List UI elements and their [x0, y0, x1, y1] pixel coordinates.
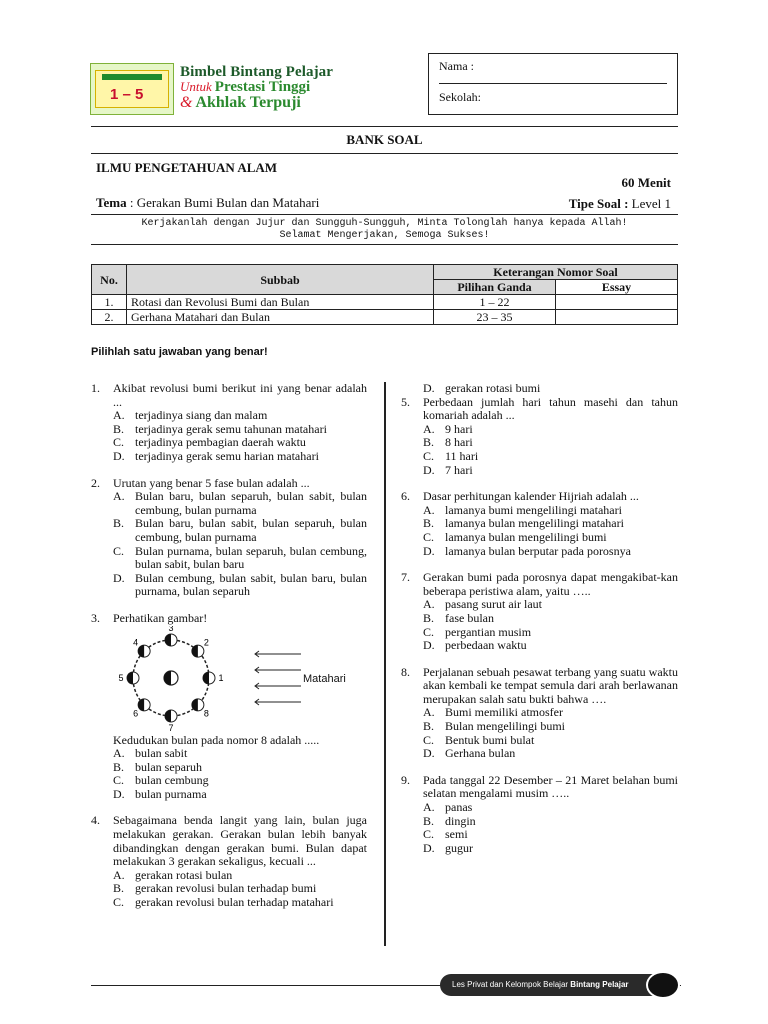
option-c[interactable] — [113, 774, 367, 788]
question-number: 9. — [401, 772, 410, 787]
tema — [96, 195, 319, 211]
option-text: gerakan rotasi bumi — [445, 381, 541, 395]
nama-label: Nama : — [439, 59, 474, 73]
option-text: gerakan revolusi bulan terhadap bumi — [135, 881, 317, 896]
table-row — [92, 295, 678, 310]
moon-shadow — [138, 698, 144, 710]
row-essay — [556, 295, 678, 310]
moon-shadow — [165, 710, 171, 722]
option-c[interactable] — [113, 896, 367, 910]
option-letter: C. — [423, 448, 435, 463]
option-b[interactable] — [423, 815, 678, 829]
option-a[interactable] — [423, 598, 678, 612]
instruction-line-2: Selamat Mengerjakan, Semoga Sukses! — [279, 230, 490, 241]
option-text: lamanya bulan mengelilingi matahari — [445, 516, 624, 531]
option-text: bulan sabit — [135, 746, 188, 761]
question-number: 5. — [401, 394, 410, 409]
moon-label: 4 — [133, 637, 139, 648]
question-text-after: Kedudukan bulan pada nomor 8 adalah ..... — [113, 732, 320, 747]
brand-untuk: Untuk — [180, 79, 212, 94]
question-number: 8. — [401, 664, 410, 679]
moon-label: 2 — [203, 637, 209, 648]
moon-shadow — [127, 672, 133, 684]
brand-slogan-2 — [180, 94, 301, 112]
option-letter: D. — [113, 786, 125, 801]
moon-label: 5 — [118, 672, 124, 683]
student-info-box — [428, 53, 678, 115]
option-b[interactable] — [423, 612, 678, 626]
option-text: gugur — [445, 840, 473, 855]
moon-label: 1 — [218, 672, 224, 683]
option-text: 11 hari — [445, 448, 479, 463]
question-number: 7. — [401, 570, 410, 585]
th-no: No. — [92, 265, 127, 295]
option-letter: A. — [423, 502, 435, 517]
option-d[interactable] — [423, 747, 678, 761]
option-d[interactable] — [423, 639, 678, 653]
logo-inner — [95, 70, 169, 108]
option-text: Bulan baru, bulan sabit, bulan separuh, bulan cembung, bulan purnama — [135, 516, 367, 544]
row-essay — [556, 310, 678, 325]
option-letter: C. — [113, 543, 125, 558]
question-8 — [401, 666, 678, 761]
moon-orbit-figure — [113, 626, 367, 734]
footer-brand: Bintang Pelajar — [570, 980, 629, 989]
option-letter: B. — [423, 719, 435, 734]
question-number: 4. — [91, 813, 100, 828]
th-subbab: Subbab — [127, 265, 434, 295]
divider — [91, 244, 678, 245]
option-text: fase bulan — [445, 610, 494, 625]
left-column — [91, 382, 367, 910]
page-title: BANK SOAL — [346, 132, 423, 147]
instructions — [91, 218, 678, 242]
option-letter: A. — [113, 867, 125, 882]
brand-akhlak: Akhlak Terpuji — [195, 94, 301, 111]
option-letter: D. — [423, 462, 435, 477]
option-a[interactable] — [113, 490, 367, 517]
th-pilihan-ganda: Pilihan Ganda — [434, 280, 556, 295]
option-letter: B. — [423, 813, 435, 828]
option-letter: D. — [423, 638, 435, 653]
question-text: Gerakan bumi pada porosnya dapat mengakibat-kan beberapa peristiwa alam, yaitu ….. — [423, 570, 678, 598]
question-number: 6. — [401, 489, 410, 504]
question-9 — [401, 774, 678, 856]
option-d[interactable] — [423, 842, 678, 856]
moon-shadow — [203, 672, 209, 684]
tema-value: : Gerakan Bumi Bulan dan Matahari — [126, 195, 320, 210]
logo — [90, 63, 174, 115]
column-divider — [384, 382, 386, 946]
moon-phase-diagram — [113, 626, 367, 734]
divider — [91, 126, 678, 127]
question-1 — [91, 382, 367, 464]
option-text: pasang surut air laut — [445, 597, 542, 612]
brand-name: Bimbel Bintang Pelajar — [180, 64, 334, 80]
divider — [91, 153, 678, 154]
right-column — [401, 382, 678, 855]
subbab-table — [91, 264, 678, 325]
tipe-label: Tipe Soal : — [568, 196, 629, 211]
duration: 60 Menit — [621, 175, 671, 190]
option-letter: C. — [423, 624, 435, 639]
option-text: Bentuk bumi bulat — [445, 732, 535, 747]
option-text: 9 hari — [445, 421, 473, 436]
option-text: lamanya bulan mengelilingi bumi — [445, 529, 607, 544]
option-c[interactable] — [423, 450, 678, 464]
moon-label: 7 — [168, 722, 174, 733]
option-letter: A. — [113, 408, 125, 423]
row-subbab: Gerhana Matahari dan Bulan — [127, 310, 434, 325]
question-number: 2. — [91, 475, 100, 490]
option-text: terjadinya siang dan malam — [135, 408, 268, 423]
instruction-line-1: Kerjakanlah dengan Jujur dan Sungguh-Sungguh, Minta Tolonglah hanya kepada Allah! — [141, 218, 628, 229]
option-text: 8 hari — [445, 435, 473, 450]
moon-shadow — [138, 645, 144, 657]
footer-circle-icon — [646, 971, 680, 999]
option-c[interactable] — [113, 545, 367, 572]
option-letter: B. — [113, 881, 125, 896]
option-a[interactable] — [423, 423, 678, 437]
option-a[interactable] — [423, 504, 678, 518]
tipe-soal — [569, 196, 671, 212]
logo-badge — [102, 74, 162, 80]
option-b[interactable] — [423, 436, 678, 450]
option-a[interactable] — [113, 409, 367, 423]
option-b[interactable] — [113, 761, 367, 775]
option-letter: B. — [113, 516, 125, 531]
row-pg: 23 – 35 — [434, 310, 556, 325]
question-5 — [401, 396, 678, 478]
question-text: Urutan yang benar 5 fase bulan adalah ... — [113, 475, 310, 490]
option-letter: A. — [423, 597, 435, 612]
sunlight-arrows — [255, 651, 301, 705]
option-letter: D. — [423, 840, 435, 855]
option-text: gerakan rotasi bulan — [135, 867, 233, 882]
option-text: 7 hari — [445, 462, 473, 477]
option-d[interactable] — [423, 545, 678, 559]
option-letter: A. — [113, 746, 125, 761]
earth-dark-half — [164, 671, 171, 685]
option-c[interactable] — [423, 828, 678, 842]
option-c[interactable] — [423, 531, 678, 545]
option-text: lamanya bumi mengelilingi matahari — [445, 502, 622, 517]
option-text: perbedaan waktu — [445, 638, 527, 653]
option-a[interactable] — [423, 706, 678, 720]
moon-label: 6 — [133, 707, 139, 718]
option-d[interactable] — [113, 572, 367, 599]
option-text: bulan cembung — [135, 773, 209, 788]
sun-label: Matahari — [303, 672, 346, 685]
option-text: Bulan baru, bulan separuh, bulan sabit, bulan cembung, bulan purnama — [135, 489, 367, 517]
option-d[interactable] — [423, 464, 678, 478]
row-no: 2. — [92, 310, 127, 325]
option-letter: B. — [423, 516, 435, 531]
option-d[interactable] — [113, 450, 367, 464]
option-text: bulan separuh — [135, 759, 202, 774]
option-letter: A. — [423, 800, 435, 815]
brand-and: & — [180, 94, 193, 111]
tema-label: Tema — [96, 195, 127, 210]
option-letter: A. — [113, 489, 125, 504]
nama-line[interactable] — [439, 83, 667, 84]
option-text: gerakan revolusi bulan terhadap matahari — [135, 895, 334, 910]
question-7 — [401, 571, 678, 653]
option-a[interactable] — [113, 869, 367, 883]
subject-title: ILMU PENGETAHUAN ALAM — [96, 160, 278, 175]
brand-prestasi: Prestasi Tinggi — [214, 79, 311, 95]
option-text: semi — [445, 827, 468, 842]
option-b[interactable] — [113, 423, 367, 437]
question-text: Perbedaan jumlah hari tahun masehi dan tahun komariah adalah ... — [423, 394, 678, 423]
option-text: panas — [445, 800, 473, 815]
question-2 — [91, 477, 367, 599]
option-text: terjadinya gerak semu harian matahari — [135, 448, 319, 463]
option-letter: B. — [423, 610, 435, 625]
option-d[interactable] — [113, 788, 367, 802]
question-text: Perhatikan gambar! — [113, 610, 208, 625]
option-text: Bulan cembung, bulan sabit, bulan baru, bulan purnama, bulan separuh — [135, 570, 367, 599]
option-text: terjadinya gerak semu tahunan matahari — [135, 421, 327, 436]
th-keterangan: Keterangan Nomor Soal — [434, 265, 678, 280]
option-letter: B. — [423, 435, 435, 450]
option-letter: C. — [113, 773, 125, 788]
row-no: 1. — [92, 295, 127, 310]
option-letter: D. — [113, 448, 125, 463]
tipe-value: Level 1 — [628, 196, 671, 211]
moon-label: 8 — [203, 707, 209, 718]
option-letter: C. — [423, 529, 435, 544]
question-number: 3. — [91, 610, 100, 625]
question-text: Akibat revolusi bumi berikut ini yang benar adalah ... — [113, 381, 367, 409]
footer-text — [452, 980, 629, 989]
option-a[interactable] — [113, 747, 367, 761]
option-text: Gerhana bulan — [445, 746, 516, 761]
question-text: Dasar perhitungan kalender Hijriah adalah ... — [423, 489, 639, 504]
question-4 — [91, 814, 367, 909]
option-b[interactable] — [113, 882, 367, 896]
option-text: Bulan mengelilingi bumi — [445, 719, 565, 734]
option-letter: B. — [113, 421, 125, 436]
option-b[interactable] — [423, 720, 678, 734]
option-c[interactable] — [423, 626, 678, 640]
option-text: bulan purnama — [135, 786, 207, 801]
option-letter: C. — [423, 732, 435, 747]
th-essay: Essay — [556, 280, 678, 295]
section-instruction: Pilihlah satu jawaban yang benar! — [91, 346, 268, 358]
option-letter: D. — [423, 746, 435, 761]
option-letter: C. — [423, 827, 435, 842]
option-d[interactable] — [423, 382, 678, 396]
row-pg: 1 – 22 — [434, 295, 556, 310]
sekolah-label: Sekolah: — [439, 90, 481, 104]
option-c[interactable] — [423, 734, 678, 748]
option-letter: D. — [423, 381, 435, 395]
moon-label: 3 — [168, 625, 174, 633]
table-row — [92, 310, 678, 325]
question-text: Pada tanggal 22 Desember – 21 Maret belahan bumi selatan mengalami musim ….. — [423, 772, 678, 801]
question-text: Perjalanan sebuah pesawat terbang yang suatu waktu akan kembali ke tempat semula dari arah berlawanan merupakan salah satu bukti bahwa …. — [423, 664, 678, 706]
moon-shadow — [165, 634, 171, 646]
logo-numbers: 1 – 5 — [110, 86, 144, 103]
option-text: Bumi memiliki atmosfer — [445, 705, 563, 720]
footer-prefix: Les Privat dan Kelompok Belajar — [452, 980, 571, 989]
option-letter: D. — [423, 543, 435, 558]
option-letter: B. — [113, 759, 125, 774]
option-text: dingin — [445, 813, 476, 828]
option-letter: D. — [113, 570, 125, 585]
option-b[interactable] — [113, 517, 367, 544]
divider — [91, 214, 678, 215]
row-subbab: Rotasi dan Revolusi Bumi dan Bulan — [127, 295, 434, 310]
option-text: Bulan purnama, bulan separuh, bulan cembung, bulan sabit, bulan baru — [135, 543, 367, 572]
option-b[interactable] — [423, 517, 678, 531]
option-text: lamanya bulan berputar pada porosnya — [445, 543, 631, 558]
option-letter: A. — [423, 421, 435, 436]
option-letter: C. — [113, 435, 125, 450]
question-6 — [401, 490, 678, 558]
option-text: pergantian musim — [445, 624, 532, 639]
question-3 — [91, 612, 367, 802]
question-text: Sebagaimana benda langit yang lain, bulan juga melakukan gerakan. Gerakan bulan lebih banyak dibandingkan dengan gerakan bumi. Bulan dapat melakukan 3 gerakan sekaligus, kecuali ... — [113, 813, 367, 869]
option-c[interactable] — [113, 436, 367, 450]
option-letter: A. — [423, 705, 435, 720]
option-letter: C. — [113, 895, 125, 910]
option-a[interactable] — [423, 801, 678, 815]
question-number: 1. — [91, 381, 100, 395]
option-text: terjadinya pembagian daerah waktu — [135, 435, 306, 450]
